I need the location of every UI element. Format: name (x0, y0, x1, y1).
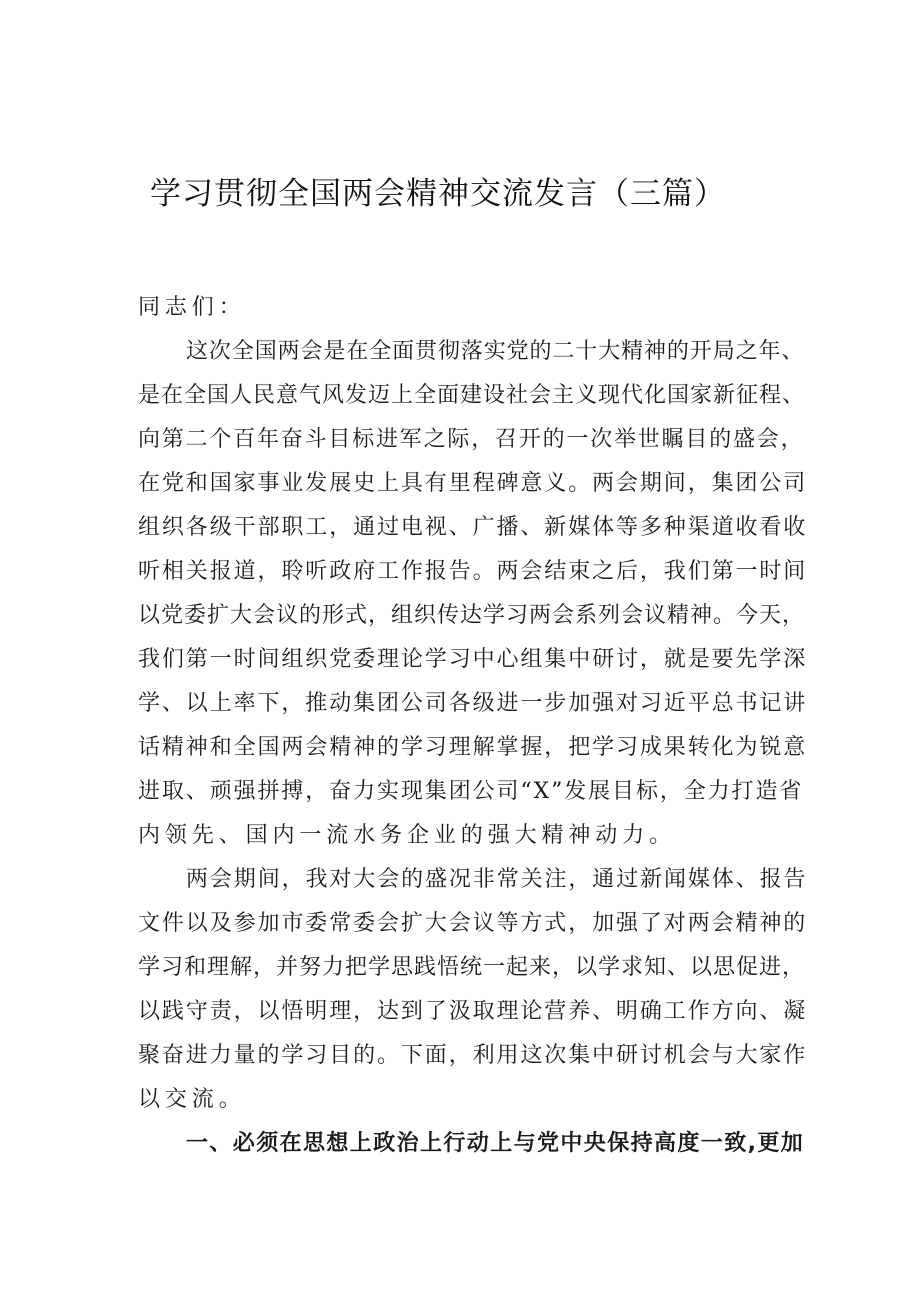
paragraph-1-line-7: 以党委扩大会议的形式，组织传达学习两会系列会议精神。今天， (138, 603, 806, 628)
paragraph-1-line-1: 这次全国两会是在全面贯彻落实党的二十大精神的开局之年、 (186, 339, 805, 364)
paragraph-1-line-3: 向第二个百年奋斗目标进军之际，召开的一次举世瞩目的盛会， (138, 427, 805, 452)
paragraph-2-line-3: 学习和理解，并努力把学思践悟统一起来，以学求知、以思促进， (138, 955, 806, 980)
paragraph-2-line-5: 聚奋进力量的学习目的。下面，利用这次集中研讨机会与大家作 (138, 1043, 808, 1068)
document-title: 学习贯彻全国两会精神交流发言（三篇） (150, 176, 726, 212)
paragraph-1-line-9: 学、以上率下，推动集团公司各级进一步加强对习近平总书记讲 (138, 691, 808, 716)
paragraph-1-line-5: 组织各级干部职工，通过电视、广播、新媒体等多种渠道收看收 (138, 515, 808, 540)
paragraph-2-line-2: 文件以及参加市委常委会扩大会议等方式，加强了对两会精神的 (138, 911, 808, 936)
section-heading-1: 一、必须在思想上政治上行动上与党中央保持高度一致,更加 (186, 1131, 805, 1156)
paragraph-1-line-4: 在党和国家事业发展史上具有里程碑意义。两会期间，集团公司 (138, 471, 808, 496)
paragraph-2-line-1: 两会期间，我对大会的盛况非常关注，通过新闻媒体、报告 (186, 867, 808, 892)
paragraph-1-line-10: 话精神和全国两会精神的学习理解掌握，把学习成果转化为锐意 (138, 735, 808, 760)
paragraph-1-line-2: 是在全国人民意气风发迈上全面建设社会主义现代化国家新征程、 (138, 383, 806, 408)
paragraph-1-line-6: 听相关报道，聆听政府工作报告。两会结束之后，我们第一时间 (138, 559, 808, 584)
paragraph-2-line-6: 以交流。 (138, 1087, 246, 1112)
paragraph-1-line-11: 进取、顽强拼搏，奋力实现集团公司“X”发展目标，全力打造省 (138, 779, 804, 804)
salutation: 同志们： (138, 295, 246, 320)
paragraph-2-line-4: 以践守责，以悟明理，达到了汲取理论营养、明确工作方向、凝 (138, 999, 808, 1024)
paragraph-1-line-12: 内领先、国内一流水务企业的强大精神动力。 (138, 823, 677, 848)
paragraph-1-line-8: 我们第一时间组织党委理论学习中心组集中研讨，就是要先学深 (138, 647, 808, 672)
